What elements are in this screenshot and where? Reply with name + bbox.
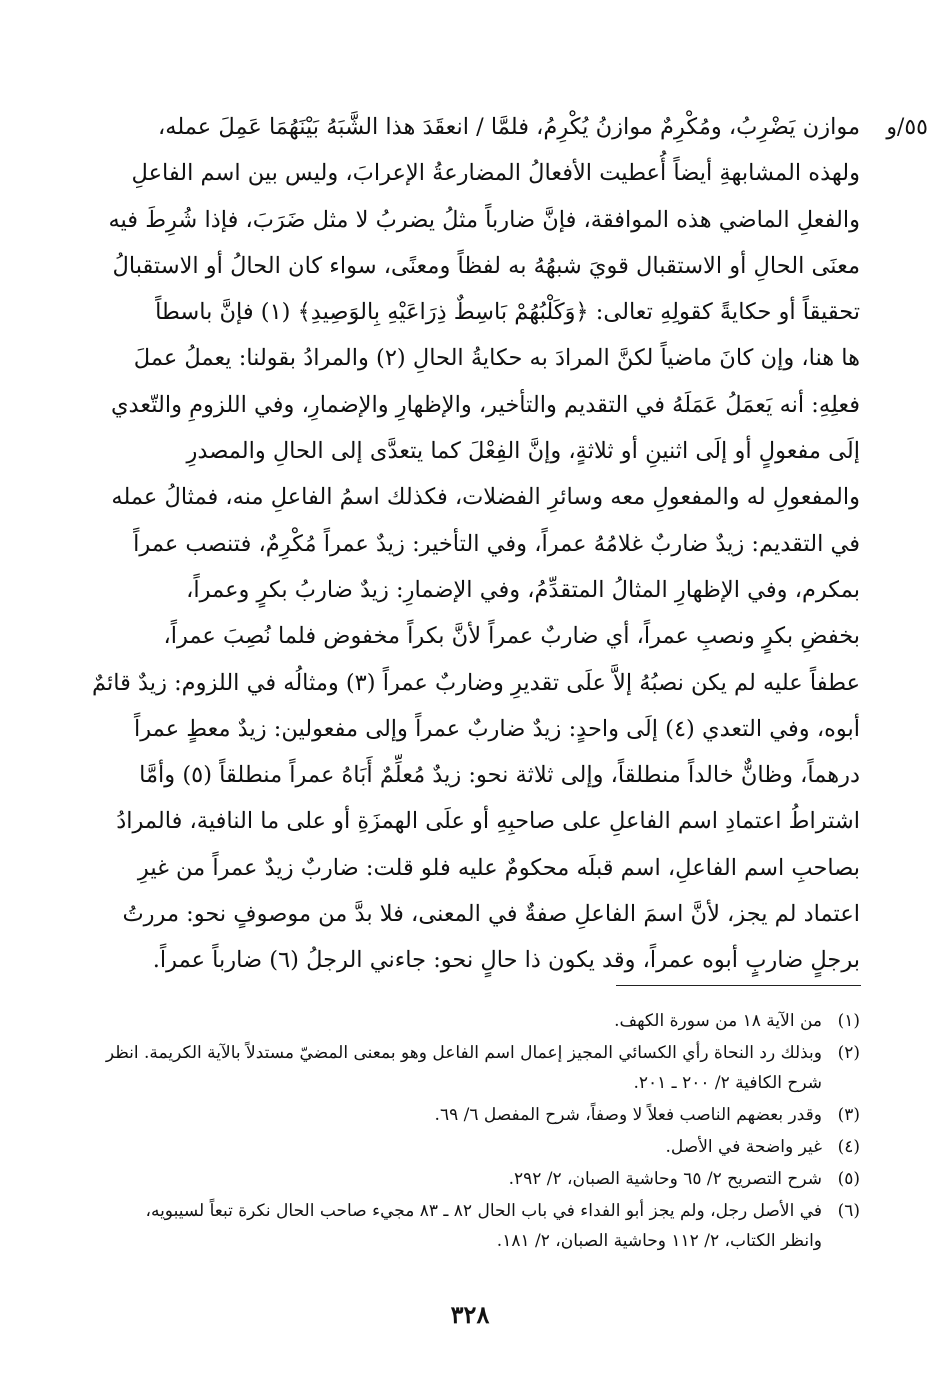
footnote-text-line: في الأصل رجل، ولم يجز أبو الفداء في باب الحال ٨٢ ـ ٨٣ مجيء صاحب الحال نكرة تبعاً لسيبويه،: [145, 1201, 822, 1221]
footnote: [85, 1196, 860, 1256]
footnote-text-line: من الآية ١٨ من سورة الكهف.: [614, 1011, 822, 1031]
footnote-text: [85, 1164, 822, 1194]
text-line: في التقديم: زيدٌ ضاربٌ غلامُهُ عمراً، وفي التأخير: زيدٌ عمراً مُكْرِمٌ، فتنصب عمراً: [133, 530, 860, 557]
text-line: عطفاً عليه لم يكن نصبُهُ إلاَّ علَى تقديرِ وضاربٌ عمراً (٣) ومثالُه في اللزوم: زيدٌ قائمٌ: [92, 669, 860, 696]
footnote: [85, 1038, 860, 1098]
text-line: درهماً، وظانٌّ خالداً منطلقاً، وإلى ثلاثة نحو: زيدٌ مُعلِّمٌ أَبَاهُ عمراً منطلقاً (٥) وأمَّا: [139, 762, 860, 789]
text-line: ها هنا، وإن كانَ ماضياً لكنَّ المرادَ به حكايةُ الحالِ (٢) والمرادُ بقولنا: يعملُ عملَ: [133, 345, 860, 372]
footnote-number: (٥): [837, 1169, 860, 1189]
footnote-number: (٦): [837, 1201, 860, 1221]
text-line: فعلِهِ: أنه يَعمَلُ عَمَلَهُ في التقديم والتأخير، والإظهارِ والإضمارِ، وفي اللزومِ والتّعدي: [110, 391, 860, 418]
footnote-number: (٤): [837, 1137, 860, 1157]
text-line: بمكرم، وفي الإظهارِ المثالُ المتقدِّمُ، وفي الإضمارِ: زيدٌ ضاربُ بكرٍ وعمراً،: [186, 576, 860, 603]
text-line: ولهذه المشابهةِ أيضاً أُعطيت الأفعالُ المضارعةُ الإعرابَ، وليس بين اسم الفاعلِ: [131, 160, 860, 187]
footnote-text: [85, 1196, 822, 1256]
text-line: إلَى مفعولٍ أو إلَى اثنينِ أو ثلاثةٍ، وإنَّ الفِعْلَ كما يتعدَّى إلى الحالِ والمصدرِ: [186, 438, 860, 465]
text-line: اعتماد لم يجز، لأنَّ اسمَ الفاعلِ صفةٌ في المعنى، فلا بدَّ من موصوفٍ نحو: مررتُ: [122, 901, 860, 928]
footnotes-section: [85, 1006, 860, 1258]
main-text-body: [90, 104, 860, 984]
footnote-number: (٣): [837, 1105, 860, 1125]
footnote-text-line: شرح الكافية ٢/ ٢٠٠ ـ ٢٠١.: [633, 1073, 822, 1093]
footnote: [85, 1006, 860, 1036]
text-line: تحقيقاً أو حكايةً كقولِهِ تعالى: ﴿وَكَلْبُهُمْ بَاسِطٌ ذِرَاعَيْهِ بِالوَصِيدِ﴾ (١) فإنَّ باسطاً: [155, 299, 860, 326]
footnote: [85, 1100, 860, 1130]
footnote-text-line: وانظر الكتاب، ٢/ ١١٢ وحاشية الصبان، ٢/ ١٨١.: [496, 1231, 822, 1251]
text-line: برجلٍ ضاربٍ أبوه عمراً، وقد يكون ذا حالٍ نحو: جاءني الرجلُ (٦) ضارباً عمراً.: [152, 947, 860, 974]
footnote-text: [85, 1132, 822, 1162]
text-line: معنَى الحالِ أو الاستقبال قويَ شبهُهُ به لفظاً ومعنًى، سواء كان الحالُ أو الاستقبالُ: [112, 252, 860, 279]
text-line: والمفعولِ له والمفعولِ معه وسائرِ الفضلات، فكذلك اسمُ الفاعلِ منه، فمثالُ عمله: [111, 484, 860, 511]
footnote-text-line: وبذلك رد النحاة رأي الكسائي المجيز إعمال اسم الفاعل وهو بمعنى المضيّ مستدلاً بالآية الكريمة. انظر: [105, 1043, 822, 1063]
footnote: [85, 1164, 860, 1194]
manuscript-folio-reference: ٥٥/و: [886, 115, 928, 140]
footnote-number: (٢): [837, 1043, 860, 1063]
footnote-text-line: وقدر بعضهم الناصب فعلاً لا وصفاً، شرح المفصل ٦/ ٦٩.: [434, 1105, 822, 1125]
footnote-separator-line: [616, 985, 861, 986]
text-line: موازن يَضْرِبُ، ومُكْرِمٌ موازنُ يُكْرِمُ، فلمَّا / انعقَدَ هذا الشَّبَهُ بَيْنَهُمَا عَمِلَ عمله،: [158, 114, 860, 140]
page-number: ٣٢٨: [450, 1300, 490, 1329]
text-line: والفعلِ الماضي هذه الموافقة، فإنَّ ضارباً مثلُ يضربُ لا مثل ضَرَبَ، فإذا شُرِطَ فيه: [108, 206, 860, 233]
text-line: بخفضِ بكرٍ ونصبِ عمراً، أي ضاربٌ عمراً لأنَّ بكراً مخفوض فلما نُصِبَ عمراً،: [163, 623, 860, 650]
footnote-text: [85, 1038, 822, 1098]
text-line: بصاحبِ اسم الفاعلِ، اسم قبلَه محكومٌ عليه فلو قلت: ضاربٌ زيدٌ عمراً من غيرِ: [137, 854, 860, 881]
text-line: اشتراطُ اعتمادِ اسم الفاعلِ على صاحبِهِ أو علَى الهمزَةِ أو على ما النافية، فالمرادُ: [116, 808, 860, 835]
footnote-text: [85, 1006, 822, 1036]
footnote-text: [85, 1100, 822, 1130]
text-line: أبوه، وفي التعدي (٤) إلَى واحدٍ: زيدٌ ضاربٌ عمراً وإلى مفعولين: زيدٌ معطٍ عمراً: [134, 715, 860, 742]
footnote-text-line: غير واضحة في الأصل.: [665, 1137, 822, 1157]
footnote-text-line: شرح التصريح ٢/ ٦٥ وحاشية الصبان، ٢/ ٢٩٢.: [508, 1169, 822, 1189]
footnote: [85, 1132, 860, 1162]
footnote-number: (١): [837, 1011, 860, 1031]
